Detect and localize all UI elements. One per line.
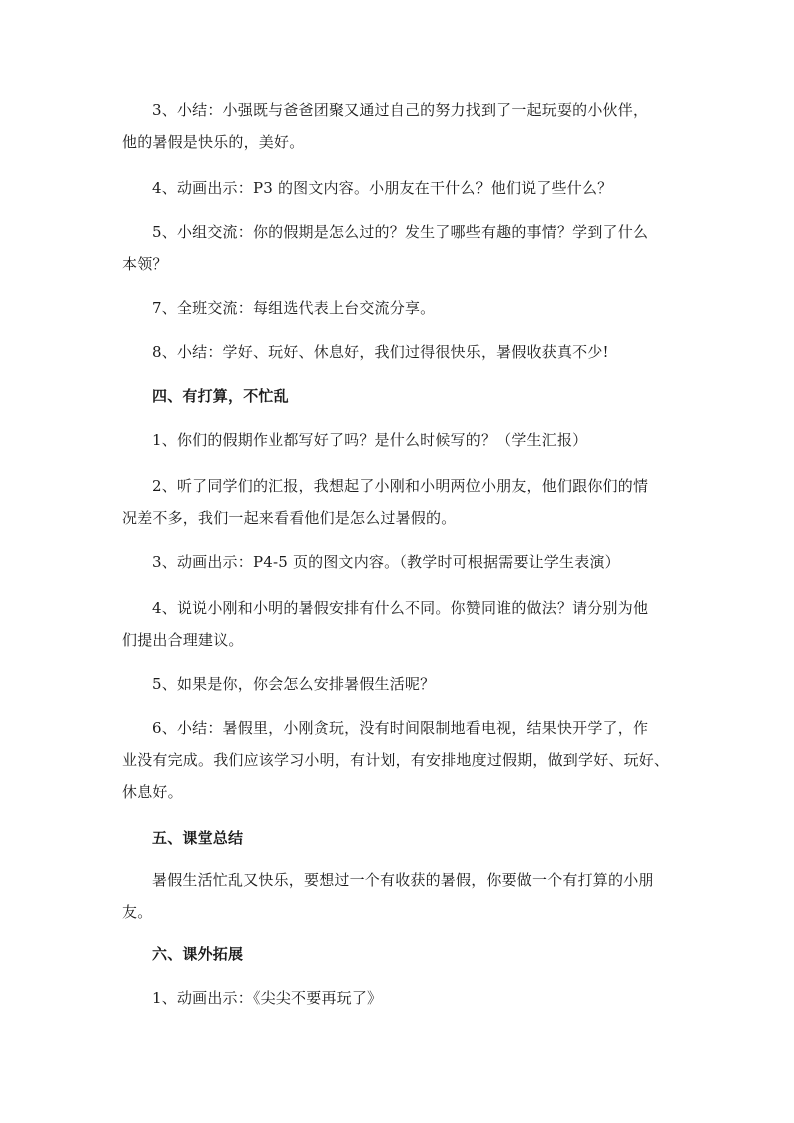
section-heading-5 xyxy=(122,822,678,854)
text-line: 5、小组交流：你的假期是怎么过的？发生了哪些有趣的事情？学到了什么 xyxy=(152,223,649,241)
text-line: 况差不多，我们一起来看看他们是怎么过暑假的。 xyxy=(122,509,457,527)
text-line: 4、说说小刚和小明的暑假安排有什么不同。你赞同谁的做法？请分别为他 xyxy=(152,599,649,617)
text-line: 休息好。 xyxy=(122,783,183,801)
text-line: 们提出合理建议。 xyxy=(122,631,244,649)
text-line: 暑假生活忙乱又快乐，要想过一个有收获的暑假，你要做一个有打算的小朋 xyxy=(152,871,654,889)
text-line: 1、动画出示：《尖尖不要再玩了》 xyxy=(152,989,383,1007)
text-line: 本领？ xyxy=(122,255,168,273)
paragraph-your-plan xyxy=(122,668,678,700)
paragraph-class-summary xyxy=(122,864,678,928)
text-line: 8、小结：学好、玩好、休息好，我们过得很快乐，暑假收获真不少! xyxy=(152,343,609,361)
paragraph-group-discussion xyxy=(122,216,678,280)
text-line: 3、动画出示：P4-5 页的图文内容。（教学时可根据需要让学生表演） xyxy=(152,553,620,571)
heading-text: 四、有打算，不忙乱 xyxy=(152,387,289,405)
paragraph-animation-p4-5 xyxy=(122,546,678,578)
paragraph-summary-happy xyxy=(122,336,678,368)
paragraph-animation-jianjian xyxy=(122,982,678,1014)
text-line: 业没有完成。我们应该学习小明，有计划，有安排地度过假期，做到学好、玩好、 xyxy=(122,751,670,769)
section-heading-6 xyxy=(122,938,678,970)
text-line: 5、如果是你，你会怎么安排暑假生活呢？ xyxy=(152,675,436,693)
heading-text: 六、课外拓展 xyxy=(152,945,244,963)
paragraph-homework-question xyxy=(122,424,678,456)
text-line: 他的暑假是快乐的，美好。 xyxy=(122,133,305,151)
paragraph-summary-plan xyxy=(122,712,678,808)
text-line: 6、小结：暑假里，小刚贪玩，没有时间限制地看电视，结果快开学了，作 xyxy=(152,719,649,737)
text-line: 2、听了同学们的汇报，我想起了小刚和小明两位小朋友，他们跟你们的情 xyxy=(152,477,649,495)
text-line: 友。 xyxy=(122,903,153,921)
paragraph-compare-plans xyxy=(122,592,678,656)
section-heading-4 xyxy=(122,380,678,412)
paragraph-class-sharing xyxy=(122,292,678,324)
paragraph-xiaogang-xiaoming xyxy=(122,470,678,534)
paragraph-animation-p3 xyxy=(122,172,678,204)
text-line: 1、你们的假期作业都写好了吗？是什么时候写的？（学生汇报） xyxy=(152,431,588,449)
paragraph-summary-xiaoqiang xyxy=(122,94,678,158)
heading-text: 五、课堂总结 xyxy=(152,829,244,847)
text-line: 7、全班交流：每组选代表上台交流分享。 xyxy=(152,299,436,317)
text-line: 3、小结：小强既与爸爸团聚又通过自己的努力找到了一起玩耍的小伙伴， xyxy=(152,101,649,119)
text-line: 4、动画出示：P3 的图文内容。小朋友在干什么？他们说了些什么？ xyxy=(152,179,613,197)
